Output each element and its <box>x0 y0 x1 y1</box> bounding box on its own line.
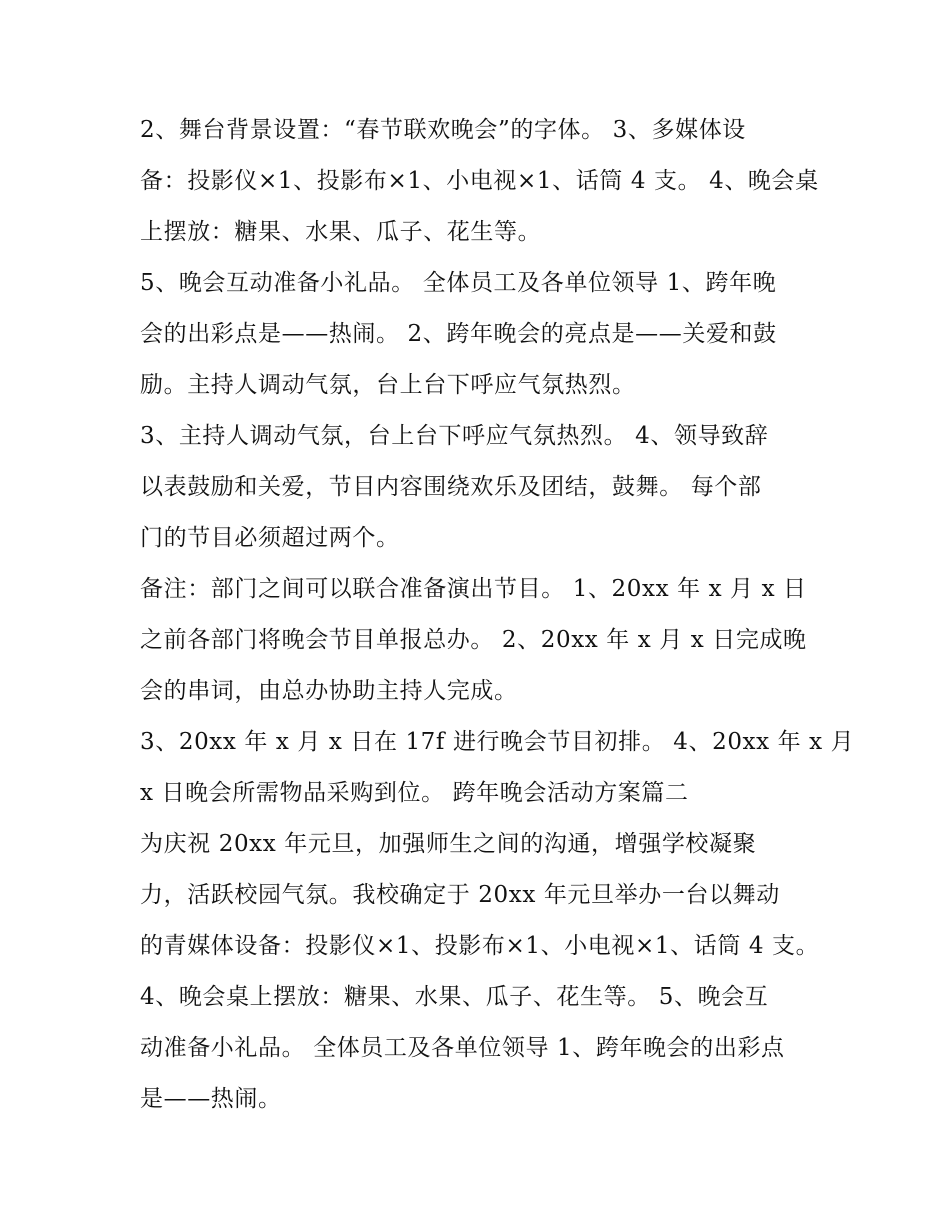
text-line-14: x 日晚会所需物品采购到位。 跨年晚会活动方案篇二 <box>140 780 689 806</box>
text-line-7: 3、主持人调动气氛，台上台下呼应气氛热烈。 4、领导致辞 <box>140 423 769 449</box>
text-line-10: 备注：部门之间可以联合准备演出节目。 1、20xx 年 x 月 x 日 <box>140 576 807 602</box>
text-line-20: 是——热闹。 <box>140 1086 282 1112</box>
text-line-12: 会的串词，由总办协助主持人完成。 <box>140 678 518 704</box>
text-line-13: 3、20xx 年 x 月 x 日在 17f 进行晚会节目初排。 4、20xx 年 x 月 <box>140 729 855 755</box>
text-line-6: 励。主持人调动气氛，台上台下呼应气氛热烈。 <box>140 372 636 398</box>
text-line-3: 上摆放：糖果、水果、瓜子、花生等。 <box>140 219 542 245</box>
text-line-15: 为庆祝 20xx 年元旦，加强师生之间的沟通，增强学校凝聚 <box>140 831 757 857</box>
text-line-4: 5、晚会互动准备小礼品。 全体员工及各单位领导 1、跨年晚 <box>140 270 777 296</box>
text-line-17: 的青媒体设备：投影仪×1、投影布×1、小电视×1、话筒 4 支。 <box>140 933 820 959</box>
text-line-11: 之前各部门将晚会节目单报总办。 2、20xx 年 x 月 x 日完成晚 <box>140 627 807 653</box>
text-line-5: 会的出彩点是——热闹。 2、跨年晚会的亮点是——关爱和鼓 <box>140 321 777 347</box>
text-line-8: 以表鼓励和关爱，节目内容围绕欢乐及团结，鼓舞。 每个部 <box>140 474 762 500</box>
text-line-16: 力，活跃校园气氛。我校确定于 20xx 年元旦举办一台以舞动 <box>140 882 780 908</box>
text-line-19: 动准备小礼品。 全体员工及各单位领导 1、跨年晚会的出彩点 <box>140 1035 785 1061</box>
text-line-18: 4、晚会桌上摆放：糖果、水果、瓜子、花生等。 5、晚会互 <box>140 984 769 1010</box>
text-line-9: 门的节目必须超过两个。 <box>140 525 400 551</box>
text-line-2: 备：投影仪×1、投影布×1、小电视×1、话筒 4 支。 4、晚会桌 <box>140 168 819 194</box>
text-line-1: 2、舞台背景设置：“春节联欢晚会”的字体。 3、多媒体设 <box>140 117 746 143</box>
